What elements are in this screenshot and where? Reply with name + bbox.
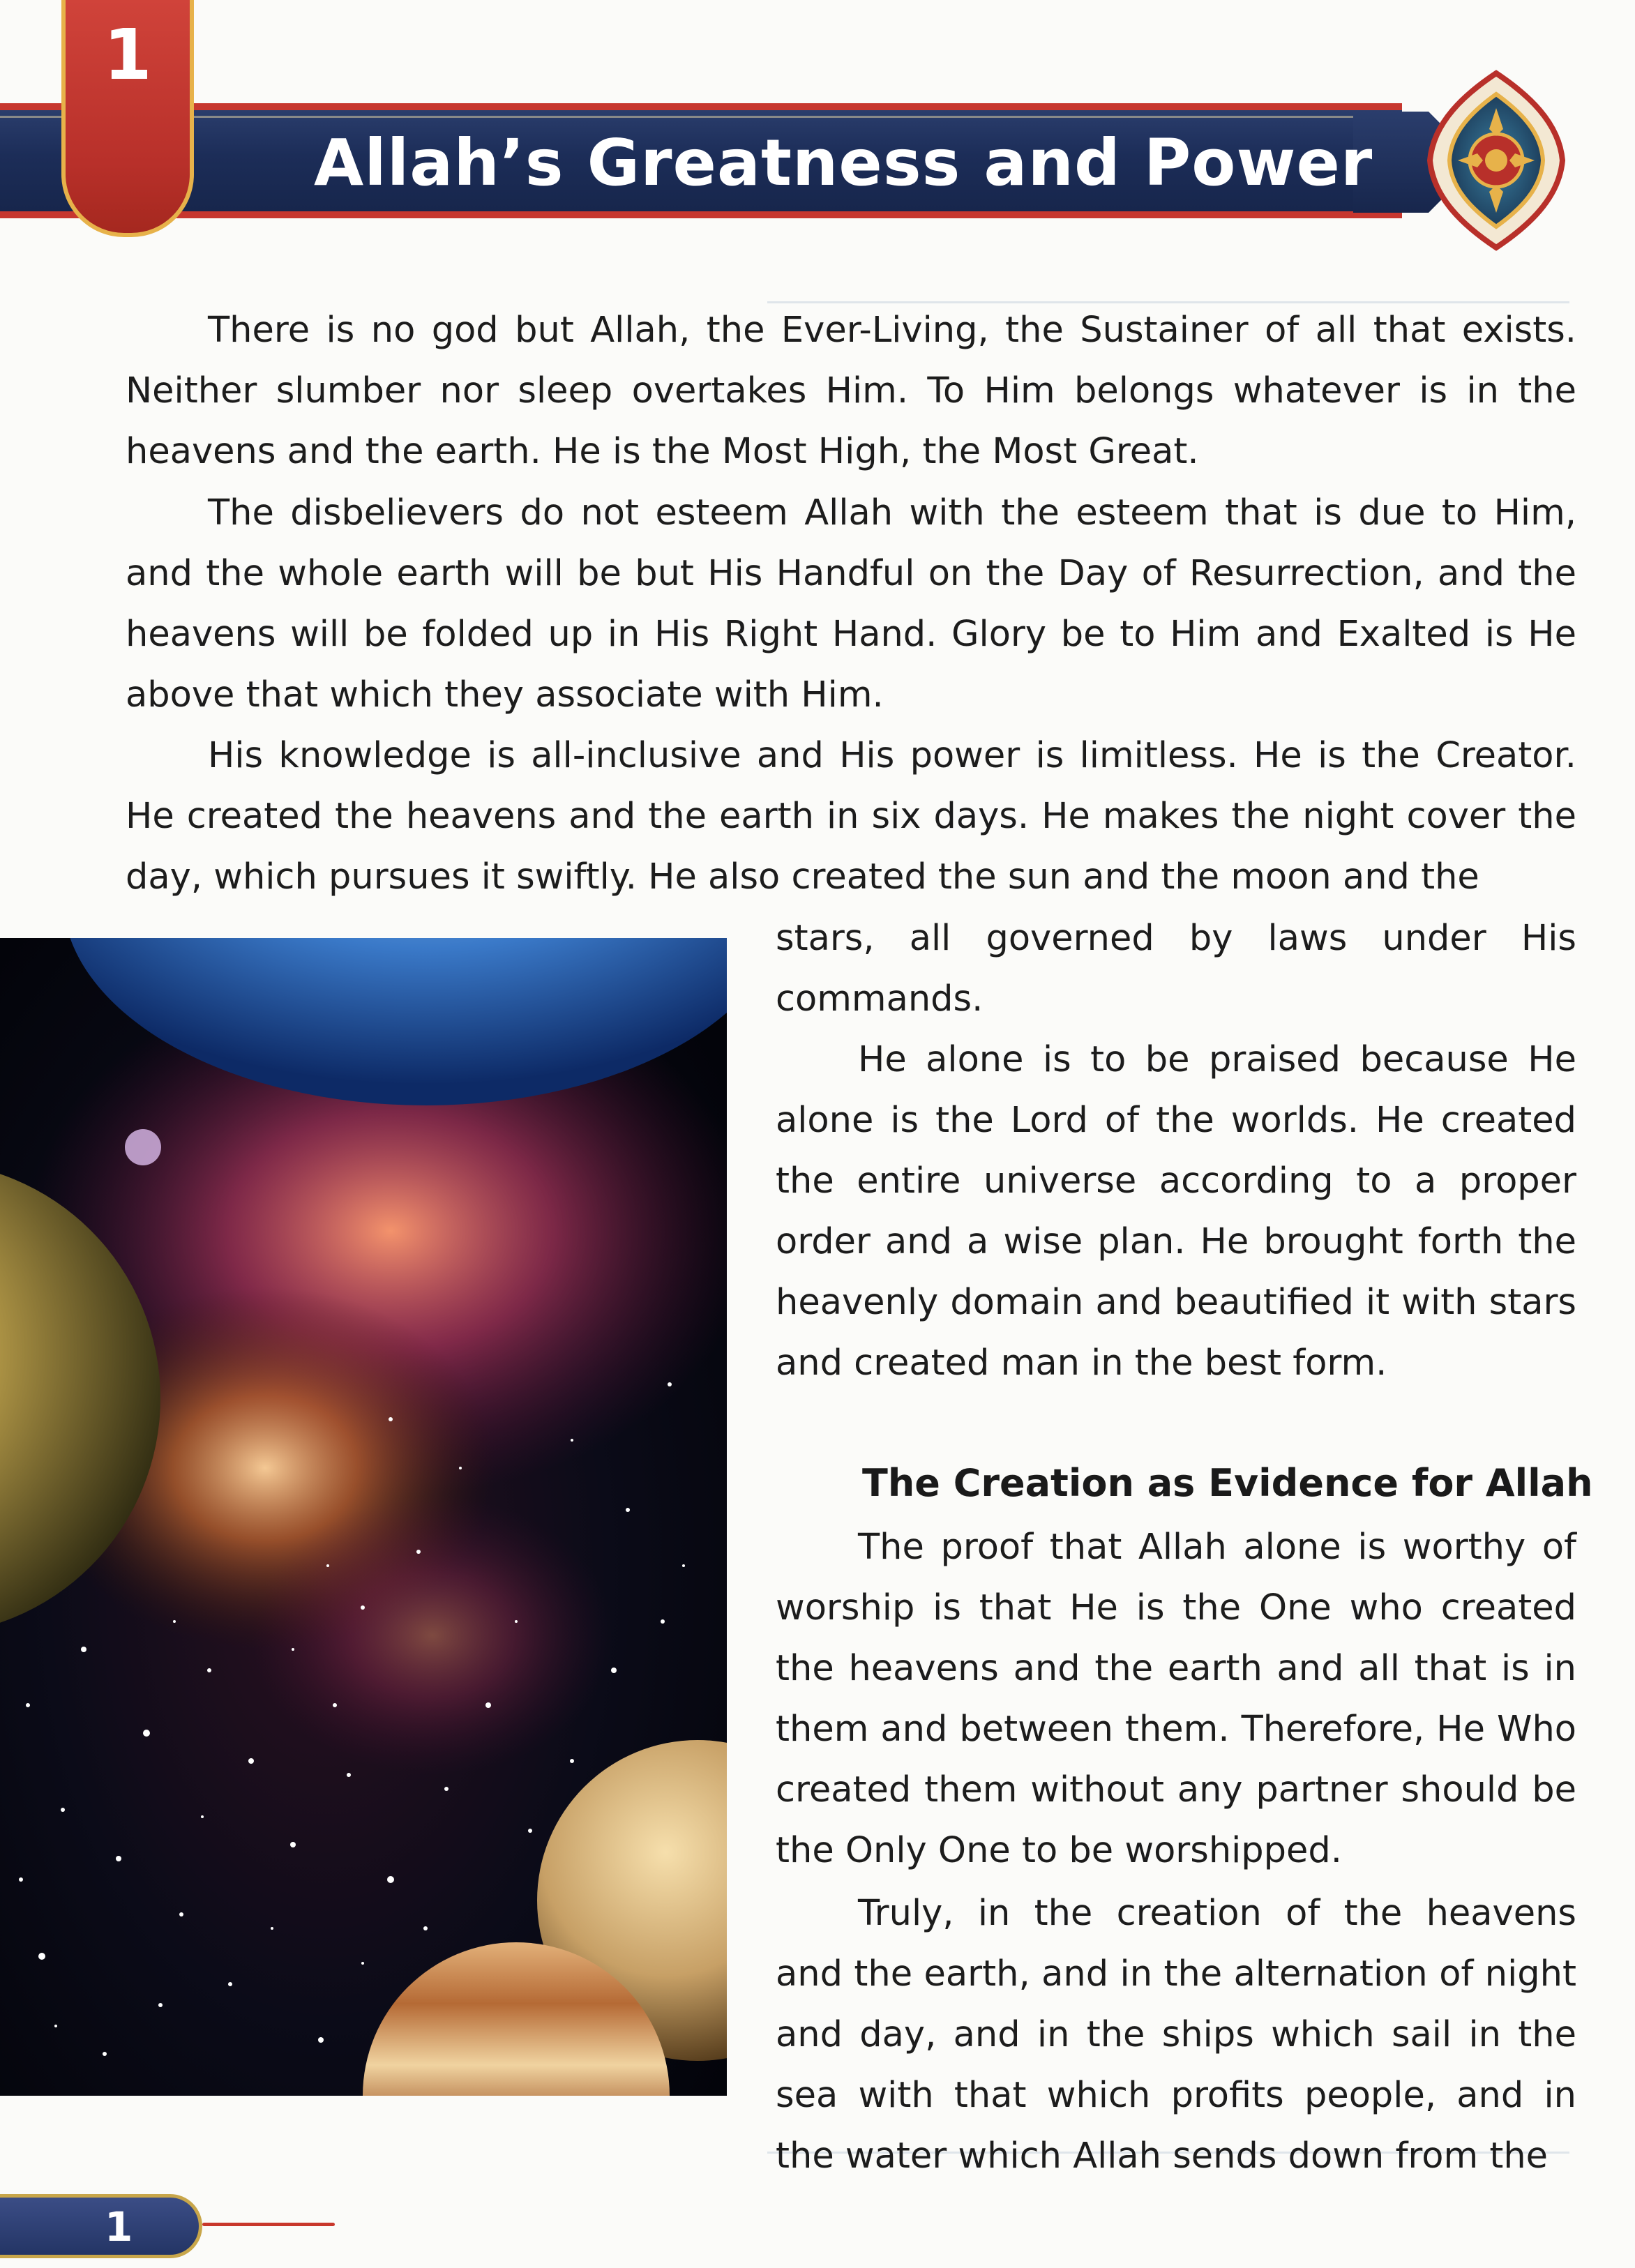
chapter-number: 1 (103, 14, 152, 96)
space-illustration (0, 938, 727, 2096)
chapter-banner (0, 89, 1535, 236)
paragraph-2: The disbelievers do not esteem Allah with the esteem that is due to Him, and the whole earth will be but His Handful on the Day of Resurrection, and the heavens will be folded up in His Right Hand. Glory be to Him and Exalted is He above that which they associate with Him. (126, 492, 1576, 716)
page-number-tab (0, 2194, 202, 2258)
paragraph-1: There is no god but Allah, the Ever-Living, the Sustainer of all that exists. Neither slumber nor sleep overtakes Him. To Him belongs whatever is in the heavens and the earth. He is the Most High, the Most Great. (126, 310, 1576, 472)
footer-rule (202, 2223, 335, 2226)
section-heading: The Creation as Evidence for Allah (862, 1461, 1593, 1505)
chapter-number-tab (61, 0, 194, 237)
space-scene (0, 938, 727, 2096)
chapter-title: Allah’s Greatness and Power (314, 126, 1373, 200)
paragraph-3: His knowledge is all-inclusive and His power is limitless. He is the Creator. He created the heavens and the earth in six days. He makes the night cover the day, which pursues it swiftly. He also created the sun and the moon and the (126, 735, 1576, 898)
page-number: 1 (105, 2203, 133, 2251)
arabesque-ornament-icon (1423, 66, 1569, 255)
paragraph-5: The proof that Allah alone is worthy of worship is that He is the One who created the heavens and the earth and all that is in them and between them. Therefore, He Who created them without any partner should be the Only One to be worshipped. (776, 1527, 1576, 1871)
paragraph-3-continued: stars, all governed by laws under His commands. (776, 918, 1576, 1020)
paragraph-4: He alone is to be praised because He alone is the Lord of the worlds. He created the entire universe according to a proper order and a wise plan. He brought forth the heavenly domain and beautified it with stars and created man in the best form. (776, 1039, 1576, 1384)
paragraph-6: Truly, in the creation of the heavens and the earth, and in the alternation of night and day, and in the ships which sail in the sea with that which profits people, and in the water which Allah sends down from the (776, 1893, 1576, 2177)
